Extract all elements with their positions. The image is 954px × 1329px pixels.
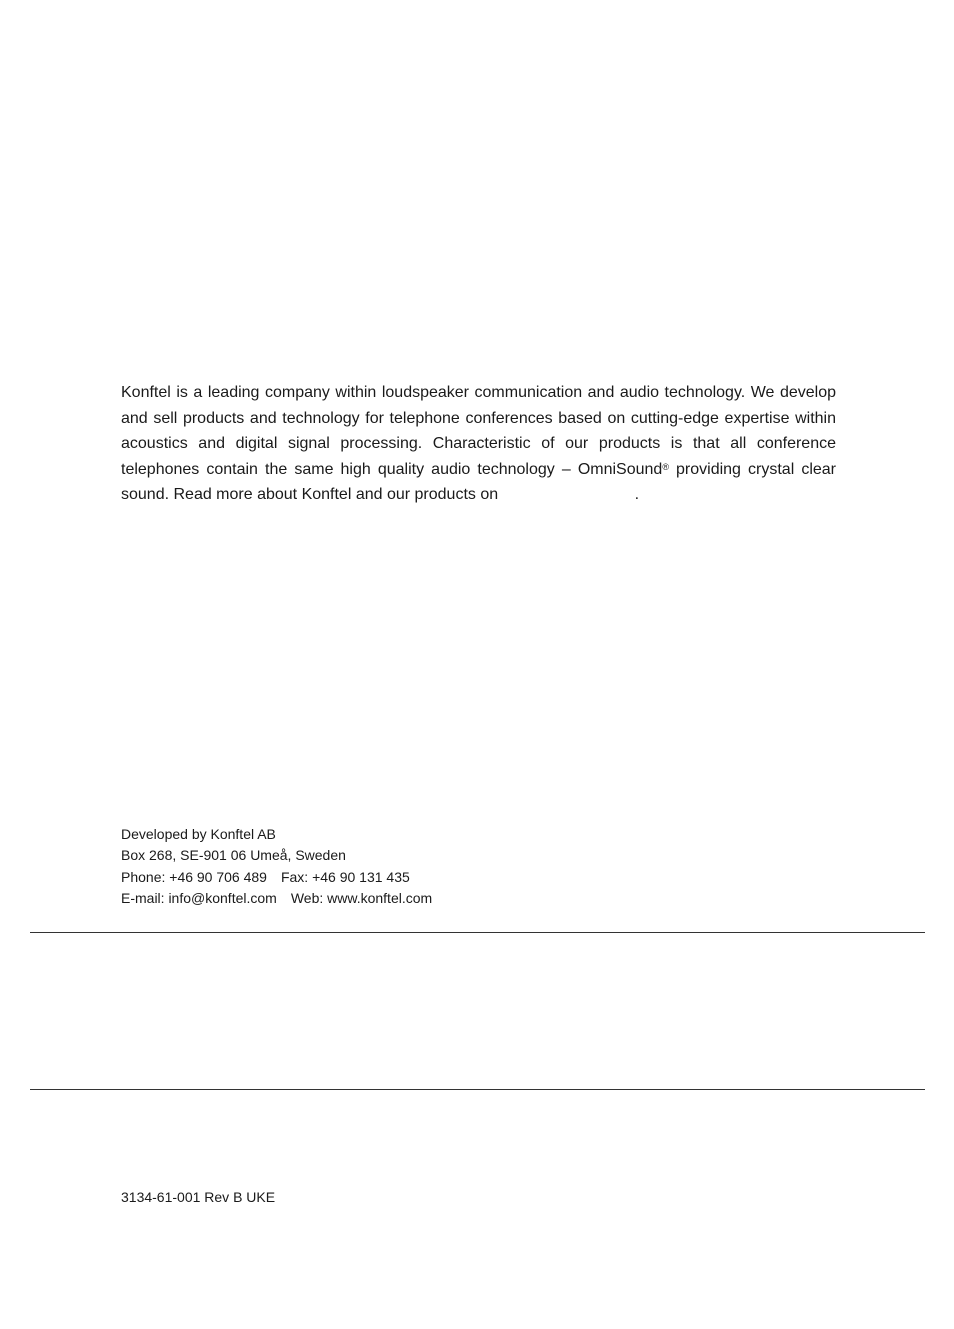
description-text-part1: Konftel is a leading company within loudspeaker communication and audio technology. We develop and sell products and technology for telephone conferences based on cutting-edge expertise within acoustics and digital signal processing. Characteristic of our products is that all conference telephones contain the same high quality audio technology – OmniSound — [121, 384, 836, 478]
registered-trademark-mark: ® — [662, 461, 669, 472]
phone-text: Phone: +46 90 706 489 — [121, 868, 267, 885]
email-text: E-mail: info@konftel.com — [121, 889, 277, 906]
fax-text: Fax: +46 90 131 435 — [280, 868, 410, 885]
email-web-line — [121, 888, 432, 909]
company-description — [121, 380, 836, 508]
web-text: Web: www.konftel.com — [290, 889, 433, 906]
contact-block — [121, 824, 432, 909]
document-number: 3134-61-001 Rev B UKE — [121, 1189, 276, 1205]
description-text-part2: providing crystal clear sound. Read more about Konftel and our products on — [121, 460, 836, 503]
description-text-part3: . — [634, 486, 640, 503]
phone-fax-line — [121, 867, 432, 888]
address-line: Box 268, SE-901 06 Umeå, Sweden — [121, 847, 346, 864]
divider-bottom — [30, 1089, 925, 1090]
developer-line: Developed by Konftel AB — [121, 826, 276, 842]
divider-top — [30, 932, 925, 933]
